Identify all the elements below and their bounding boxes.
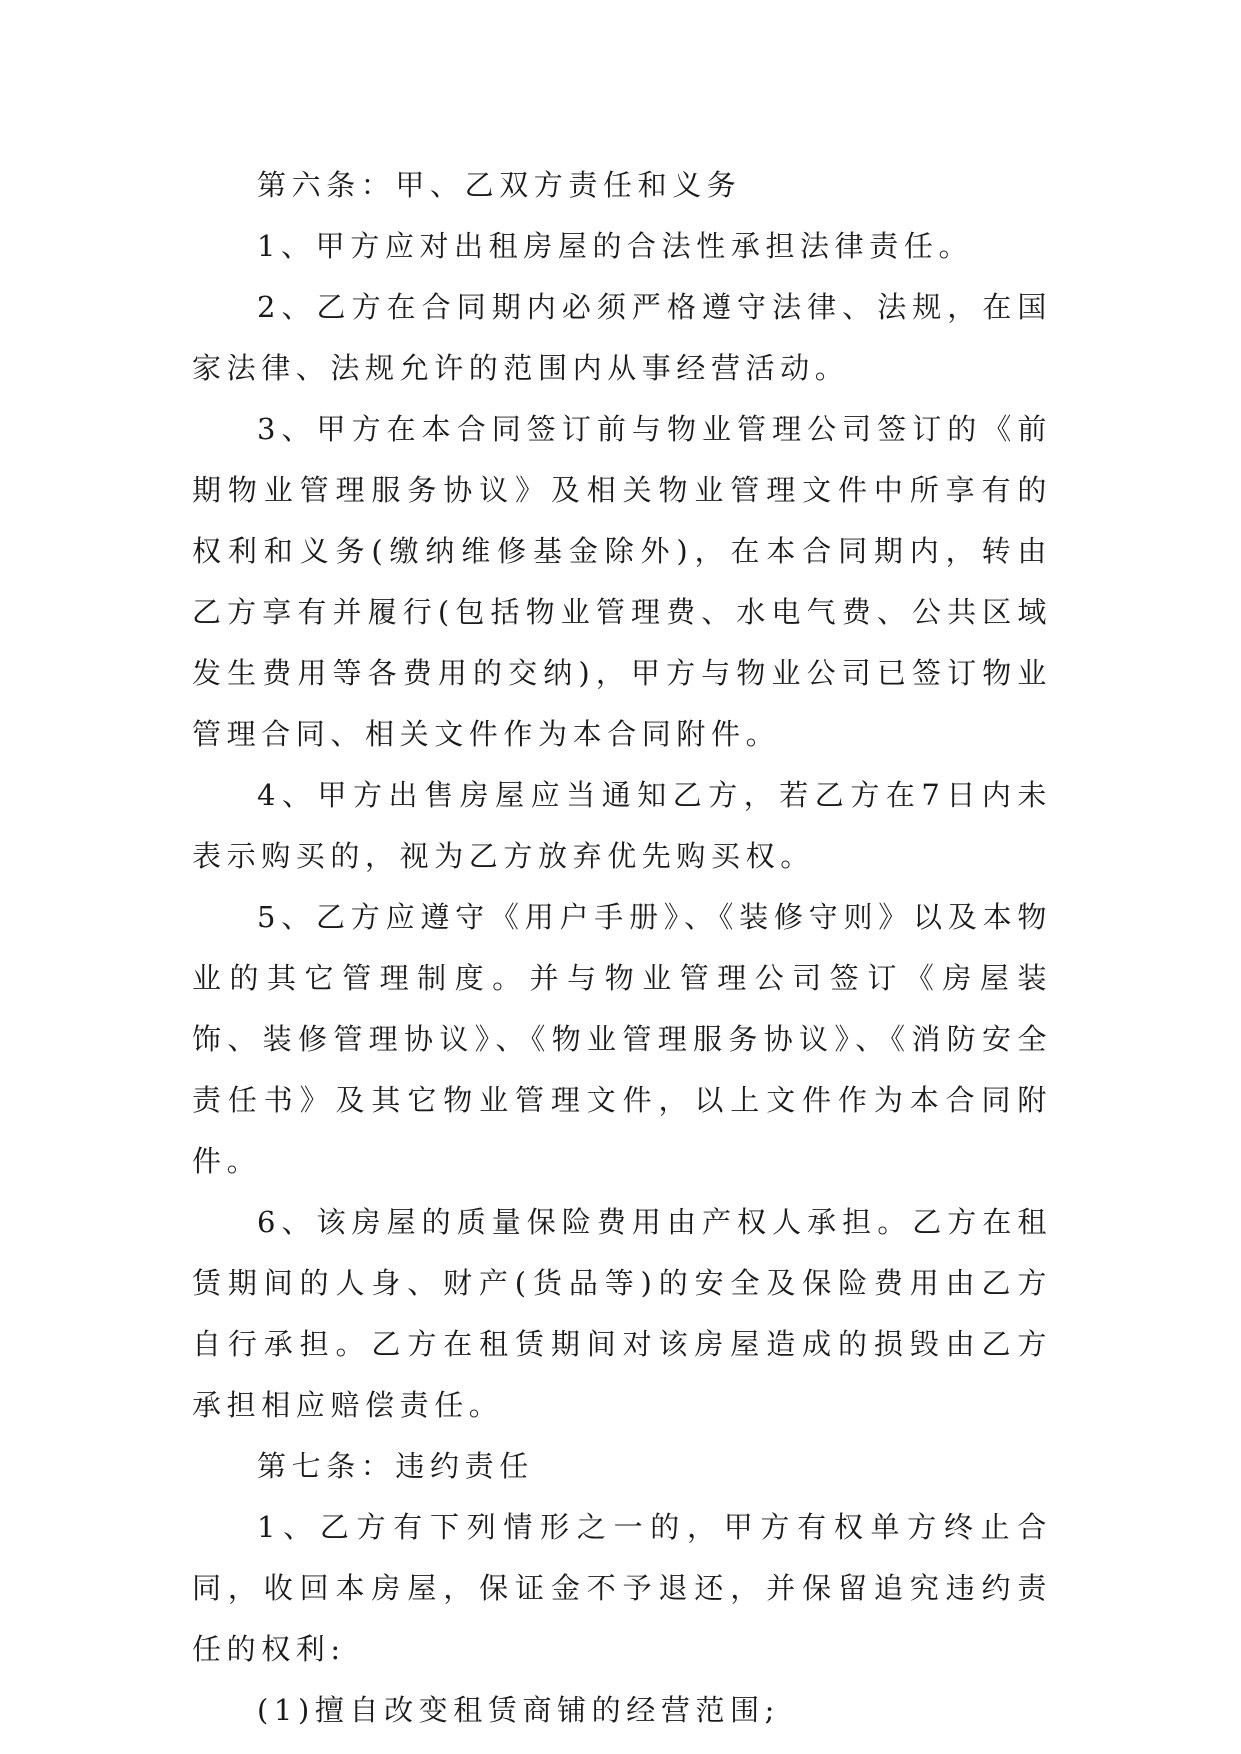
article-6-item-1: 1、甲方应对出租房屋的合法性承担法律责任。 <box>257 229 974 263</box>
article-7-heading: 第七条：违约责任 <box>257 1449 534 1483</box>
article-7-subitem-1: (1)擅自改变租赁商铺的经营范围; <box>257 1693 781 1727</box>
article-6-heading: 第六条：甲、乙双方责任和义务 <box>257 168 742 202</box>
document-page <box>192 155 1052 1741</box>
article-6-item-4: 4、甲方出售房屋应当通知乙方，若乙方在7日内未表示购买的，视为乙方放弃优先购买权。 <box>192 778 1052 873</box>
article-6-item-2: 2、乙方在合同期内必须严格遵守法律、法规，在国家法律、法规允许的范围内从事经营活动。 <box>192 290 1052 385</box>
article-6-item-3: 3、甲方在本合同签订前与物业管理公司签订的《前期物业管理服务协议》及相关物业管理文件中所享有的权利和义务(缴纳维修基金除外)，在本合同期内，转由乙方享有并履行(包括物业管理费、水电气费、公共区域发生费用等各费用的交纳)，甲方与物业公司已签订物业管理合同、相关文件作为本合同附件。 <box>192 412 1052 751</box>
article-6-item-5: 5、乙方应遵守《用户手册》、《装修守则》以及本物业的其它管理制度。并与物业管理公司签订《房屋装饰、装修管理协议》、《物业管理服务协议》、《消防安全责任书》及其它物业管理文件，以上文件作为本合同附件。 <box>192 900 1052 1178</box>
article-7-item-1: 1、乙方有下列情形之一的，甲方有权单方终止合同，收回本房屋，保证金不予退还，并保留追究违约责任的权利: <box>192 1510 1052 1666</box>
article-6-item-6: 6、该房屋的质量保险费用由产权人承担。乙方在租赁期间的人身、财产(货品等)的安全及保险费用由乙方自行承担。乙方在租赁期间对该房屋造成的损毁由乙方承担相应赔偿责任。 <box>192 1205 1052 1422</box>
